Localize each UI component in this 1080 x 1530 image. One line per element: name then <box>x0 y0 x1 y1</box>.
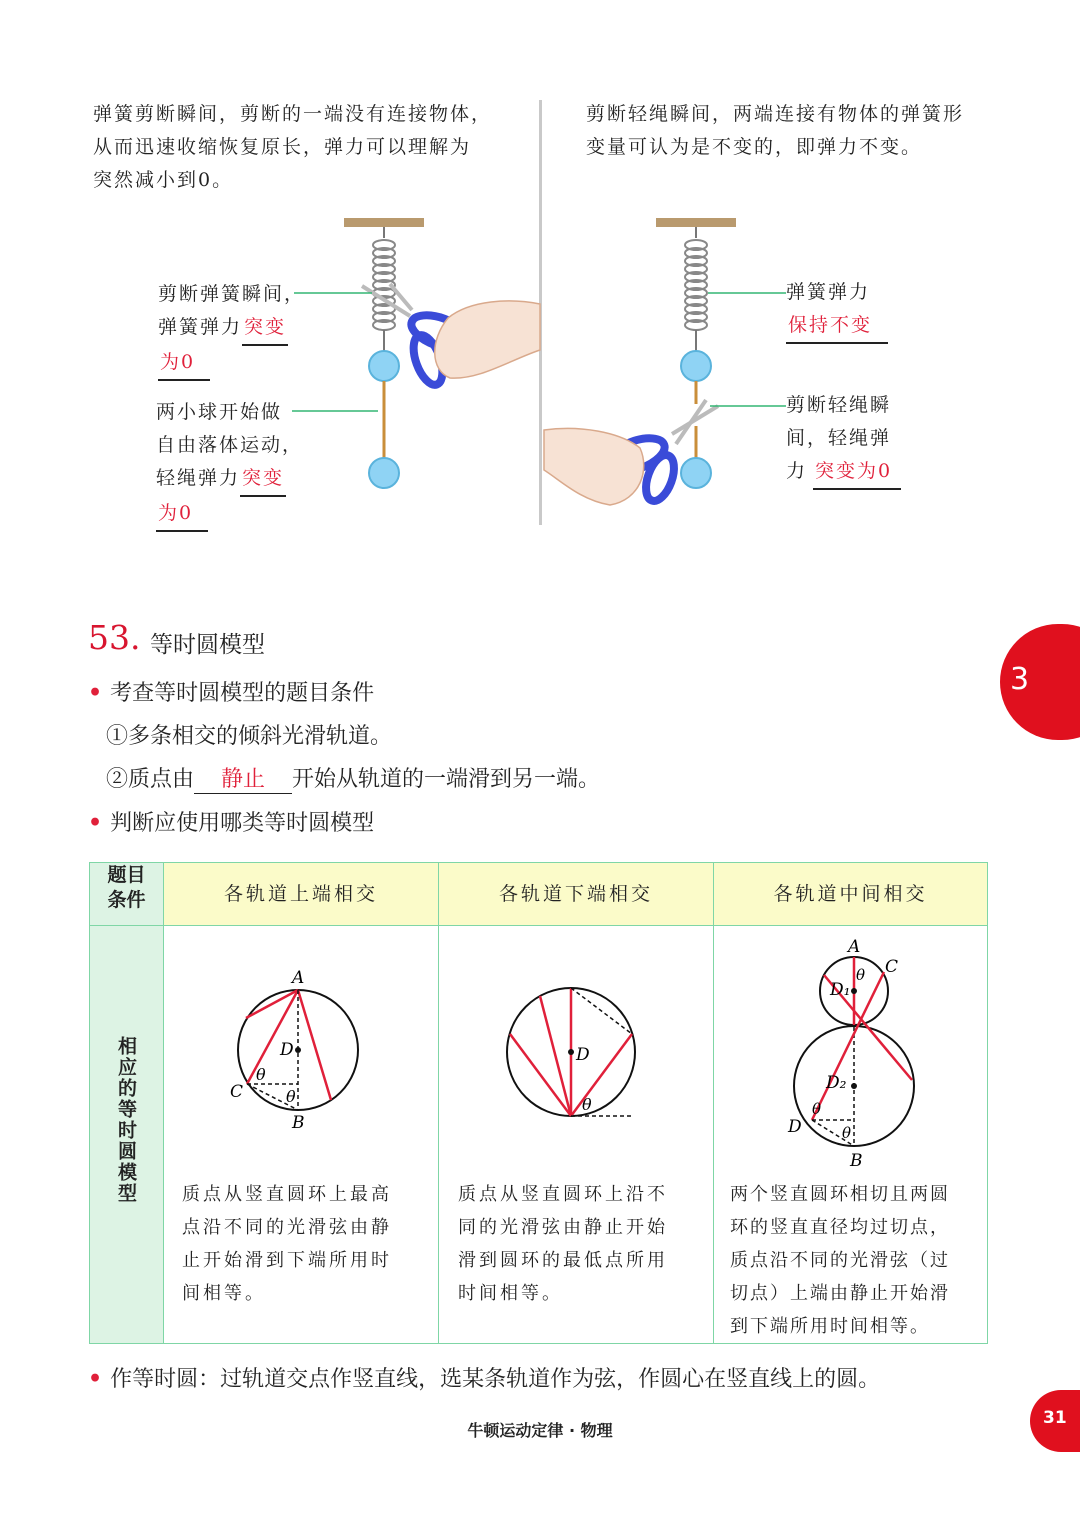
right-label-spring-fill: 保持不变 <box>786 309 888 344</box>
bullet-dot-icon: • <box>88 1366 103 1392</box>
fig3-label-d2: D₂ <box>826 1073 847 1093</box>
bullet-dot-icon: • <box>88 680 103 706</box>
table-corner-line-2: 条件 <box>107 889 146 911</box>
right-label-rope-line-1: 剪断轻绳瞬 <box>786 394 892 416</box>
right-label-spring <box>786 276 888 344</box>
condition-2 <box>106 762 600 794</box>
table-header-3 <box>714 863 988 926</box>
fig2-label-theta: θ <box>582 1095 592 1114</box>
right-ceiling <box>656 218 736 227</box>
left-label-rope-line-4 <box>156 497 303 532</box>
page-footer: 牛顿运动定律 · 物理 <box>467 1421 613 1440</box>
figure-lower-intersect <box>507 988 635 1116</box>
bullet-dot-icon: • <box>88 810 103 836</box>
desc-lower-line-2: 同的光滑弦由静止开始 <box>458 1217 668 1238</box>
fig3-label-c: C <box>885 957 899 977</box>
fig3-label-theta-1: θ <box>856 966 866 984</box>
fig1-label-theta-2: θ <box>286 1087 296 1106</box>
right-label-spring-line-2 <box>786 309 888 344</box>
right-label-rope-prefix: 力 <box>786 460 808 482</box>
desc-middle-line-1: 两个竖直圆环相切且两圆 <box>730 1184 950 1205</box>
left-paragraph-line-3: 突然减小到0。 <box>93 169 234 191</box>
left-label-rope-fill-a: 突变 <box>240 462 286 497</box>
fig3-label-b: B <box>850 1151 863 1171</box>
desc-lower <box>458 1178 703 1310</box>
right-label-spring-line-1: 弹簧弹力 <box>786 281 871 303</box>
left-label-rope-line-2: 自由落体运动， <box>156 434 304 456</box>
fig1-label-b: B <box>292 1113 305 1133</box>
figure-middle-intersect <box>787 937 914 1171</box>
bullet-conditions <box>88 676 374 707</box>
fig1-label-d: D <box>280 1040 294 1060</box>
figure-upper-intersect <box>230 968 358 1133</box>
right-ball-lower <box>681 458 711 488</box>
left-label-rope-fill-b: 为0 <box>156 497 208 532</box>
desc-upper <box>182 1178 427 1310</box>
right-spring <box>685 240 707 330</box>
right-paragraph <box>586 98 1006 164</box>
left-label-spring-line-1: 剪断弹簧瞬间， <box>158 283 306 305</box>
desc-lower-line-4: 时间相等。 <box>458 1283 563 1304</box>
section-title: 等时圆模型 <box>150 632 265 658</box>
desc-upper-line-2: 点沿不同的光滑弦由静 <box>182 1217 392 1238</box>
table-corner <box>90 863 164 926</box>
left-hand <box>435 301 540 378</box>
table-corner-line-1: 题目 <box>107 864 146 886</box>
desc-middle-line-3: 质点沿不同的光滑弦（过 <box>730 1250 950 1271</box>
bullet-model-type-text: 判断应使用哪类等时圆模型 <box>110 811 375 836</box>
desc-middle-line-5: 到下端所用时间相等。 <box>730 1316 930 1337</box>
left-label-spring-line-2 <box>158 311 305 346</box>
table-header-1 <box>164 863 439 926</box>
left-label-spring-fill-b: 为0 <box>158 346 210 381</box>
right-paragraph-line-2: 变量可认为是不变的，即弹力不变。 <box>586 136 923 158</box>
table-side-label-text: 相应的等时圆模型 <box>115 1036 137 1204</box>
right-label-rope <box>786 389 901 490</box>
bullet-model-type <box>88 806 374 837</box>
fig3-label-d: D <box>788 1117 802 1137</box>
desc-lower-line-1: 质点从竖直圆环上沿不 <box>458 1184 668 1205</box>
desc-upper-line-4: 间相等。 <box>182 1283 266 1304</box>
table-header-2-text: 各轨道下端相交 <box>498 883 653 905</box>
condition-2-pre: ②质点由 <box>106 767 195 792</box>
fig1-label-a: A <box>292 968 305 988</box>
left-label-rope <box>156 396 303 532</box>
table-figures <box>0 930 1080 1180</box>
fig3-label-theta-2: θ <box>812 1100 822 1118</box>
right-paragraph-line-1: 剪断轻绳瞬间，两端连接有物体的弹簧形 <box>586 103 965 125</box>
left-ceiling <box>344 218 424 227</box>
desc-upper-line-1: 质点从竖直圆环上最高 <box>182 1184 392 1205</box>
desc-middle <box>730 1178 980 1343</box>
left-paragraph-line-2: 从而迅速收缩恢复原长，弹力可以理解为 <box>93 136 472 158</box>
table-header-3-text: 各轨道中间相交 <box>773 883 928 905</box>
left-label-spring-line-3 <box>158 346 305 381</box>
left-label-rope-line-3 <box>156 462 303 497</box>
left-label-rope-line-1: 两小球开始做 <box>156 401 283 423</box>
right-label-rope-line-2: 间，轻绳弹 <box>786 427 892 449</box>
condition-2-fill: 静止 <box>194 762 292 794</box>
left-ball-lower <box>369 458 399 488</box>
page-number: 31 <box>1043 1408 1067 1428</box>
fig3-label-a: A <box>848 937 861 957</box>
fig1-label-c: C <box>230 1082 244 1102</box>
bullet-conditions-text: 考查等时圆模型的题目条件 <box>110 681 375 706</box>
left-ball-upper <box>369 351 399 381</box>
fig3-label-d1: D₁ <box>830 980 851 1000</box>
left-label-rope-text: 轻绳弹力 <box>156 467 241 489</box>
table-header-2 <box>439 863 714 926</box>
desc-lower-line-3: 滑到圆环的最低点所用 <box>458 1250 668 1271</box>
left-label-spring-fill-a: 突变 <box>242 311 288 346</box>
bullet-construct <box>88 1362 880 1393</box>
desc-middle-line-2: 环的竖直直径均过切点， <box>730 1217 950 1238</box>
section-number: 53. <box>88 618 141 657</box>
left-label-spring <box>158 278 305 381</box>
fig3-label-theta-3: θ <box>842 1124 852 1142</box>
right-label-rope-fill: 突变为0 <box>813 455 901 490</box>
condition-1: ①多条相交的倾斜光滑轨道。 <box>106 724 393 749</box>
fig2-label-d: D <box>576 1045 590 1065</box>
desc-upper-line-3: 止开始滑到下端所用时 <box>182 1250 392 1271</box>
left-paragraph-line-1: 弹簧剪断瞬间，剪断的一端没有连接物体， <box>93 103 493 125</box>
left-paragraph <box>93 98 523 197</box>
right-ball-upper <box>681 351 711 381</box>
right-label-rope-line-3 <box>786 455 901 490</box>
chapter-tab <box>1000 624 1080 740</box>
fig1-label-theta-1: θ <box>256 1065 266 1084</box>
table-header-1-text: 各轨道上端相交 <box>223 883 378 905</box>
bullet-construct-text: 作等时圆：过轨道交点作竖直线，选某条轨道作为弦，作圆心在竖直线上的圆。 <box>110 1367 881 1392</box>
condition-2-post: 开始从轨道的一端滑到另一端。 <box>292 767 601 792</box>
page-number-tab <box>1030 1390 1080 1452</box>
chapter-tab-number: 3 <box>1010 662 1030 697</box>
desc-middle-line-4: 切点）上端由静止开始滑 <box>730 1283 950 1304</box>
left-label-spring-text: 弹簧弹力 <box>158 316 243 338</box>
